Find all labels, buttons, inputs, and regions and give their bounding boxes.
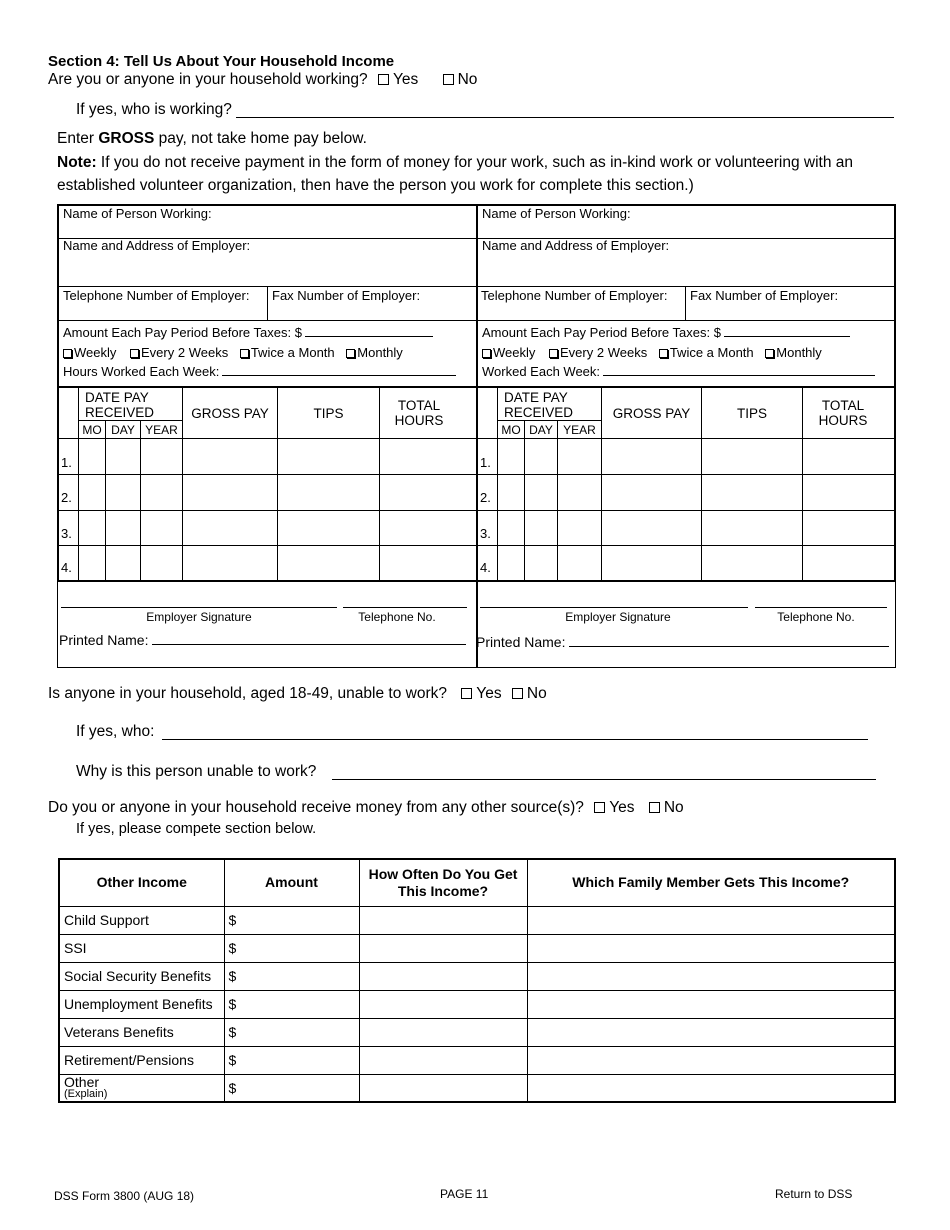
amount-cell[interactable]: $ — [224, 1074, 359, 1102]
table-row — [59, 990, 895, 1018]
amount-left: Amount Each Pay Period Before Taxes: $ — [63, 325, 433, 340]
how-often-header: How Often Do You Get This Income? — [359, 859, 527, 906]
amount-cell[interactable]: $ — [224, 906, 359, 934]
fax-employer-left[interactable]: Fax Number of Employer: — [272, 288, 421, 303]
table-row — [59, 934, 895, 962]
sig-bottom-border — [57, 667, 896, 668]
fax-divider-right — [685, 286, 686, 320]
grid-line — [557, 420, 558, 581]
hours-right: Worked Each Week: — [482, 364, 875, 379]
how-often-cell[interactable] — [359, 962, 527, 990]
amount-cell[interactable]: $ — [224, 1046, 359, 1074]
checkbox-icon[interactable] — [378, 74, 389, 85]
amount-field[interactable] — [305, 336, 433, 337]
grid-line — [497, 420, 601, 421]
other-source-yes-option[interactable]: Yes — [594, 799, 634, 816]
name-person-working-right[interactable]: Name of Person Working: — [482, 206, 631, 221]
how-often-cell[interactable] — [359, 906, 527, 934]
amount-cell[interactable]: $ — [224, 934, 359, 962]
total-hours-header: TOTAL HOURS — [394, 398, 444, 428]
frequency-right — [482, 345, 822, 360]
who-working-label: If yes, who is working? — [76, 101, 232, 118]
section-title: Section 4: Tell Us About Your Household Income — [48, 53, 395, 70]
who-working-field[interactable] — [236, 117, 894, 118]
row-line — [59, 545, 894, 546]
family-member-cell[interactable] — [527, 990, 895, 1018]
gross-instruction: Enter GROSS pay, not take home pay below. — [57, 130, 367, 147]
twice-a-month-option[interactable]: Twice a Month — [659, 345, 754, 360]
total-hours-header: TOTAL HOURS — [818, 398, 868, 428]
amount-cell[interactable]: $ — [224, 990, 359, 1018]
family-member-cell[interactable] — [527, 906, 895, 934]
income-type: Child Support — [59, 906, 224, 934]
working-yes-option[interactable]: Yes — [378, 71, 418, 88]
fax-divider-left — [267, 286, 268, 320]
other-source-no-option[interactable]: No — [649, 799, 684, 816]
how-often-cell[interactable] — [359, 1046, 527, 1074]
row-line — [59, 286, 894, 287]
unable-yes-option[interactable]: Yes — [461, 685, 501, 702]
name-address-employer-left[interactable]: Name and Address of Employer: — [63, 238, 251, 253]
income-type: Other (Explain) — [59, 1074, 224, 1102]
row-number: 4. — [61, 560, 72, 575]
other-income-header: Other Income — [59, 859, 224, 906]
income-type: Retirement/Pensions — [59, 1046, 224, 1074]
other-source-question: Do you or anyone in your household receive money from any other source(s)? — [48, 799, 584, 816]
other-source-row — [48, 799, 684, 817]
telephone-employer-right[interactable]: Telephone Number of Employer: — [481, 288, 668, 303]
checkbox-icon[interactable] — [512, 688, 523, 699]
grid-line — [78, 420, 182, 421]
grid-line — [140, 420, 141, 581]
other-income-table — [58, 858, 896, 1103]
row-number: 3. — [61, 526, 72, 541]
checkbox-icon[interactable] — [649, 802, 660, 813]
unable-question-row — [48, 685, 547, 703]
amount-cell[interactable]: $ — [224, 962, 359, 990]
date-pay-received-header: DATE PAY RECEIVED — [504, 390, 574, 420]
table-header-row — [59, 859, 895, 906]
family-member-cell[interactable] — [527, 1074, 895, 1102]
family-member-header: Which Family Member Gets This Income? — [527, 859, 895, 906]
weekly-option[interactable]: Weekly — [482, 345, 535, 360]
hours-field[interactable] — [222, 375, 456, 376]
tips-header: TIPS — [313, 406, 344, 421]
tips-header: TIPS — [736, 406, 767, 421]
employer-signature-label: Employer Signature — [565, 610, 671, 624]
year-header: YEAR — [563, 423, 596, 437]
telephone-no-label: Telephone No. — [358, 610, 436, 624]
mo-header: MO — [501, 423, 521, 437]
hours-left: Hours Worked Each Week: — [63, 364, 456, 379]
monthly-option[interactable]: Monthly — [765, 345, 822, 360]
unable-no-option[interactable]: No — [512, 685, 547, 702]
mo-header: MO — [82, 423, 102, 437]
amount-header: Amount — [224, 859, 359, 906]
explain-note: (Explain) — [64, 1087, 108, 1100]
unable-who-field[interactable] — [162, 739, 868, 740]
sig-left-border — [57, 580, 58, 668]
row-number: 1. — [480, 455, 491, 470]
sig-right-border — [895, 580, 896, 668]
row-number: 3. — [480, 526, 491, 541]
row-number: 1. — [61, 455, 72, 470]
note-line-2: established volunteer organization, then have the person you work for complete this section.) — [57, 177, 694, 194]
grid-line — [497, 387, 498, 581]
telephone-employer-left[interactable]: Telephone Number of Employer: — [63, 288, 250, 303]
working-question-row — [48, 71, 477, 89]
table-row — [59, 1018, 895, 1046]
gross-pay-header: GROSS PAY — [191, 406, 269, 421]
amount-cell[interactable]: $ — [224, 1018, 359, 1046]
checkbox-icon[interactable] — [130, 349, 139, 358]
printed-name-field[interactable] — [152, 644, 466, 645]
telephone-no-line[interactable] — [755, 607, 887, 608]
grid-line — [78, 387, 79, 581]
row-line — [59, 320, 894, 321]
unable-question: Is anyone in your household, aged 18-49, unable to work? — [48, 685, 447, 702]
table-row — [59, 906, 895, 934]
how-often-cell[interactable] — [359, 1018, 527, 1046]
telephone-no-line[interactable] — [343, 607, 467, 608]
checkbox-icon[interactable] — [63, 349, 72, 358]
date-pay-received-header: DATE PAY RECEIVED — [85, 390, 155, 420]
row-number: 4. — [480, 560, 491, 575]
table-row — [59, 1074, 895, 1102]
income-type: Social Security Benefits — [59, 962, 224, 990]
checkbox-icon[interactable] — [594, 802, 605, 813]
employer-signature-line[interactable] — [480, 607, 748, 608]
hours-field[interactable] — [603, 375, 875, 376]
row-line — [59, 474, 894, 475]
grid-line — [105, 420, 106, 581]
row-number: 2. — [480, 490, 491, 505]
row-line — [59, 510, 894, 511]
how-often-cell[interactable] — [359, 934, 527, 962]
row-line — [59, 438, 894, 439]
monthly-option[interactable]: Monthly — [346, 345, 403, 360]
gross-pay-header: GROSS PAY — [612, 406, 691, 421]
income-type: Veterans Benefits — [59, 1018, 224, 1046]
checkbox-icon[interactable] — [549, 349, 558, 358]
family-member-cell[interactable] — [527, 1046, 895, 1074]
checkbox-icon[interactable] — [461, 688, 472, 699]
row-line — [59, 386, 894, 388]
unable-why-label: Why is this person unable to work? — [76, 763, 317, 780]
table-row — [59, 1046, 895, 1074]
checkbox-icon[interactable] — [765, 349, 774, 358]
family-member-cell[interactable] — [527, 934, 895, 962]
working-no-option[interactable]: No — [443, 71, 478, 88]
grid-line — [524, 420, 525, 581]
working-question: Are you or anyone in your household working? — [48, 71, 368, 88]
unable-why-field[interactable] — [332, 779, 876, 780]
name-address-employer-right[interactable]: Name and Address of Employer: — [482, 238, 670, 253]
form-number: DSS Form 3800 (AUG 18) — [54, 1189, 195, 1203]
frequency-left — [63, 345, 403, 360]
checkbox-icon[interactable] — [443, 74, 454, 85]
printed-name-field[interactable] — [569, 646, 889, 647]
other-source-instruction: If yes, please compete section below. — [76, 821, 317, 837]
checkbox-icon[interactable] — [240, 349, 249, 358]
printed-name-right: Printed Name: — [476, 634, 889, 650]
employer-signature-line[interactable] — [61, 607, 337, 608]
amount-field[interactable] — [724, 336, 850, 337]
row-number: 2. — [61, 490, 72, 505]
amount-right: Amount Each Pay Period Before Taxes: $ — [482, 325, 850, 340]
income-type: SSI — [59, 934, 224, 962]
family-member-cell[interactable] — [527, 1018, 895, 1046]
checkbox-icon[interactable] — [346, 349, 355, 358]
name-person-working-left[interactable]: Name of Person Working: — [63, 206, 212, 221]
employer-signature-label: Employer Signature — [146, 610, 252, 624]
how-often-cell[interactable] — [359, 990, 527, 1018]
checkbox-icon[interactable] — [482, 349, 491, 358]
day-header: DAY — [529, 423, 553, 437]
family-member-cell[interactable] — [527, 962, 895, 990]
return-to-dss: Return to DSS — [775, 1187, 853, 1201]
employer-divider — [476, 204, 478, 668]
printed-name-left: Printed Name: — [59, 632, 466, 648]
note-line-1: Note: If you do not receive payment in the form of money for your work, such as in-kind work or volunteering with an — [57, 154, 854, 171]
day-header: DAY — [111, 423, 135, 437]
table-row — [59, 962, 895, 990]
year-header: YEAR — [145, 423, 178, 437]
every-2-weeks-option[interactable]: Every 2 Weeks — [549, 345, 647, 360]
checkbox-icon[interactable] — [659, 349, 668, 358]
how-often-cell[interactable] — [359, 1074, 527, 1102]
income-type: Unemployment Benefits — [59, 990, 224, 1018]
page-number: PAGE 11 — [440, 1187, 489, 1201]
fax-employer-right[interactable]: Fax Number of Employer: — [690, 288, 839, 303]
twice-a-month-option[interactable]: Twice a Month — [240, 345, 335, 360]
weekly-option[interactable]: Weekly — [63, 345, 116, 360]
every-2-weeks-option[interactable]: Every 2 Weeks — [130, 345, 228, 360]
unable-who-label: If yes, who: — [76, 723, 155, 740]
telephone-no-label: Telephone No. — [777, 610, 855, 624]
